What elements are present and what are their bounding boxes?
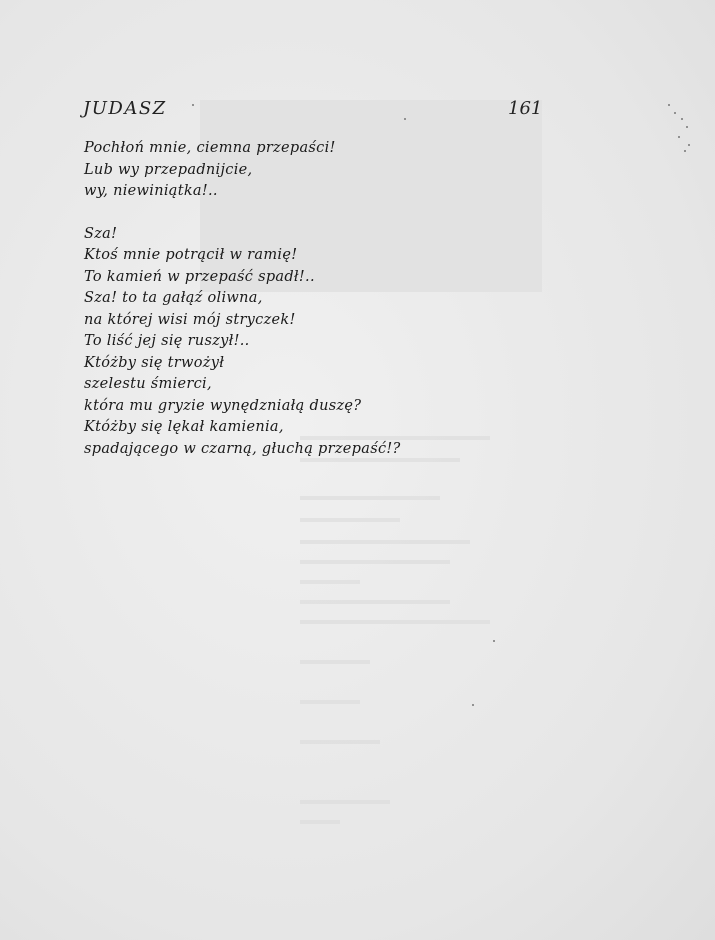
bleed-through-line bbox=[300, 560, 450, 564]
running-title: JUDASZ bbox=[83, 98, 167, 119]
bleed-through-line bbox=[300, 540, 470, 544]
paper-speck bbox=[192, 104, 194, 106]
paper-speck bbox=[493, 640, 495, 642]
bleed-through-line bbox=[300, 740, 380, 744]
paper-speck bbox=[674, 112, 676, 114]
poem-line: wy, niewiniątka!.. bbox=[84, 183, 218, 199]
paper-speck bbox=[668, 104, 670, 106]
paper-speck bbox=[681, 118, 683, 120]
paper-speck bbox=[688, 144, 690, 146]
bleed-through-line bbox=[300, 660, 370, 664]
page-number: 161 bbox=[508, 98, 543, 119]
poem-line: która mu gryzie wynędzniałą duszę? bbox=[84, 397, 362, 414]
poem-line: Lub wy przepadnijcie, bbox=[84, 161, 253, 178]
paper-speck bbox=[472, 704, 474, 706]
bleed-through-line bbox=[300, 800, 390, 804]
poem-line: spadającego w czarną, głuchą przepaść!? bbox=[84, 440, 401, 457]
bleed-through-line bbox=[300, 820, 340, 824]
bleed-through-line bbox=[300, 700, 360, 704]
poem-stanza bbox=[84, 138, 401, 203]
poem-stanza bbox=[84, 224, 401, 461]
poem-line: To kamień w przepaść spadł!.. bbox=[84, 268, 315, 285]
poem-line: na której wisi mój stryczek! bbox=[84, 311, 296, 328]
bleed-through-line bbox=[300, 600, 450, 604]
bleed-through-line bbox=[300, 496, 440, 500]
paper-speck bbox=[686, 126, 688, 128]
poem-line: Sza! bbox=[84, 225, 118, 242]
paper-speck bbox=[404, 118, 406, 120]
poem-line: Pochłoń mnie, ciemna przepaści! bbox=[84, 140, 336, 156]
poem-line: Ktoś mnie potrącił w ramię! bbox=[84, 247, 298, 263]
bleed-through-line bbox=[300, 518, 400, 522]
paper-speck bbox=[678, 136, 680, 138]
poem-line: szelestu śmierci, bbox=[84, 376, 212, 392]
poem-body bbox=[84, 138, 401, 460]
poem-line: Któżby się lękał kamienia, bbox=[84, 419, 284, 435]
bleed-through-line bbox=[300, 620, 490, 624]
poem-line: To liść jej się ruszył!.. bbox=[84, 333, 250, 349]
paper-speck bbox=[684, 150, 686, 152]
bleed-through-line bbox=[300, 580, 360, 584]
poem-line: Któżby się trwożył bbox=[84, 354, 225, 371]
poem-line: Sza! to ta gałąź oliwna, bbox=[84, 290, 263, 306]
